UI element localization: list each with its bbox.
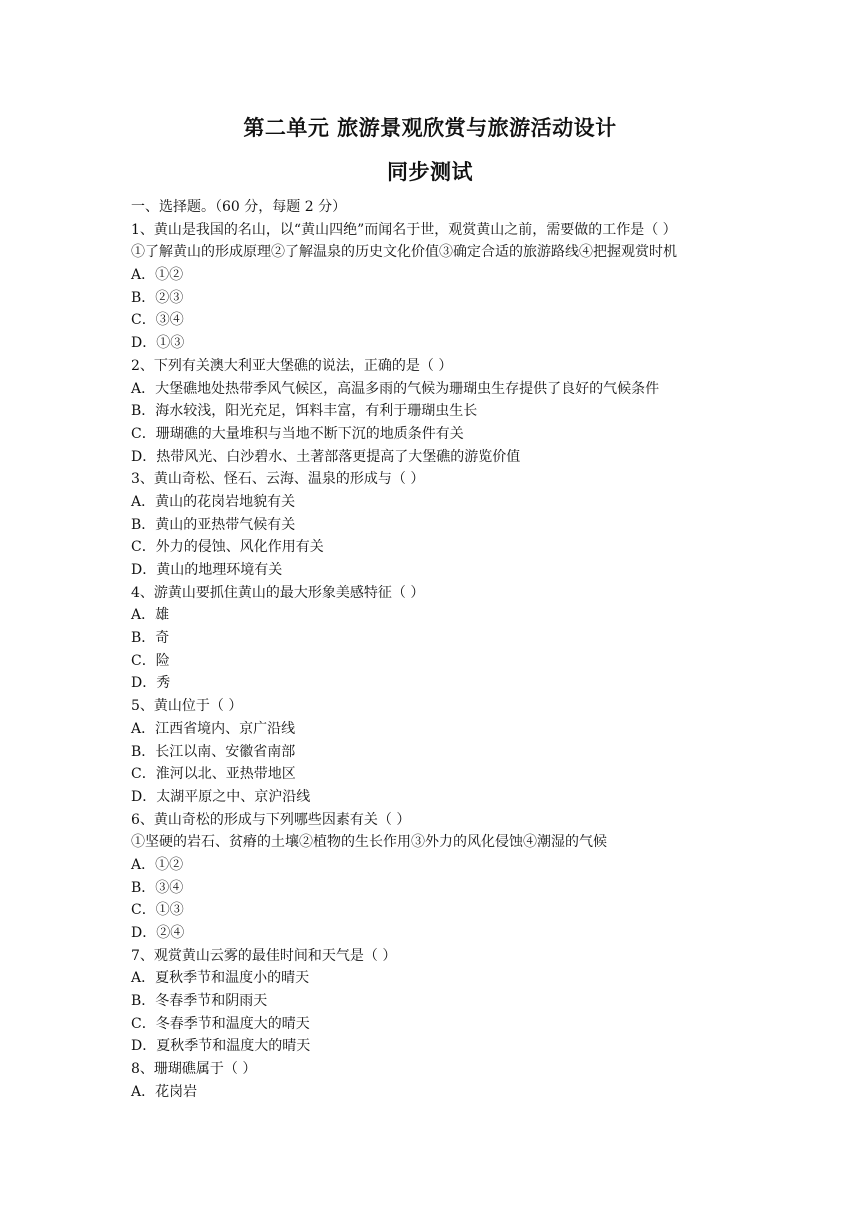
option-a: A．夏秋季节和温度小的晴天 — [131, 970, 310, 987]
option-d: D．②④ — [131, 925, 185, 941]
option-b: B．②③ — [131, 289, 184, 306]
question-block — [131, 1058, 771, 1103]
option-d: D．秀 — [131, 675, 171, 692]
option-c: C．③④ — [131, 312, 184, 329]
option-b: B．海水较浅，阳光充足，饵料丰富，有利于珊瑚虫生长 — [131, 403, 478, 420]
option-b: B．冬春季节和阴雨天 — [131, 993, 268, 1010]
option-c: C．冬春季节和温度大的晴天 — [131, 1015, 310, 1032]
option-d: D．黄山的地理环境有关 — [131, 562, 283, 578]
question-stem: 7、观赏黄山云雾的最佳时间和天气是（ ） — [131, 947, 397, 964]
question-stem: 8、珊瑚礁属于（ ） — [131, 1061, 257, 1078]
option-c: C．外力的侵蚀、风化作用有关 — [131, 539, 324, 556]
question-note: ①坚硬的岩石、贫瘠的土壤②植物的生长作用③外力的风化侵蚀④潮湿的气候 — [131, 834, 607, 851]
option-a: A．①② — [131, 856, 184, 873]
question-stem: 4、游黄山要抓住黄山的最大形象美感特征（ ） — [131, 584, 425, 601]
question-block — [131, 355, 771, 468]
option-c: C．淮河以北、亚热带地区 — [131, 766, 296, 783]
question-block — [131, 582, 771, 695]
document-subtitle: 同步测试 — [387, 160, 473, 184]
document-title: 第二单元 旅游景观欣赏与旅游活动设计 — [243, 116, 617, 140]
question-stem: 2、下列有关澳大利亚大堡礁的说法，正确的是（ ） — [131, 357, 453, 374]
option-c: C．①③ — [131, 902, 184, 919]
question-block — [131, 468, 771, 581]
document-body — [131, 196, 771, 1104]
question-note: ①了解黄山的形成原理②了解温泉的历史文化价值③确定合适的旅游路线④把握观赏时机 — [131, 244, 677, 261]
option-c: C．珊瑚礁的大量堆积与当地不断下沉的地质条件有关 — [131, 425, 464, 442]
question-block — [131, 219, 771, 355]
option-a: A．花岗岩 — [131, 1083, 198, 1100]
question-stem: 1、黄山是我国的名山，以“黄山四绝”而闻名于世，观赏黄山之前，需要做的工作是（ ） — [131, 221, 677, 238]
option-b: B．奇 — [131, 630, 170, 647]
option-a: A．①② — [131, 267, 184, 284]
option-a: A．雄 — [131, 607, 170, 624]
option-a: A．大堡礁地处热带季风气候区，高温多雨的气候为珊瑚虫生存提供了良好的气候条件 — [131, 380, 660, 397]
question-block — [131, 809, 771, 945]
section-heading: 一、选择题。（60 分，每题 2 分） — [131, 199, 347, 215]
option-d: D．热带风光、白沙碧水、土著部落更提高了大堡礁的游览价值 — [131, 448, 521, 465]
question-block — [131, 695, 771, 808]
option-b: B．黄山的亚热带气候有关 — [131, 516, 296, 533]
option-a: A．江西省境内、京广沿线 — [131, 720, 296, 737]
option-d: D．①③ — [131, 335, 185, 352]
option-a: A．黄山的花岗岩地貌有关 — [131, 493, 296, 510]
option-c: C．险 — [131, 652, 170, 669]
question-block — [131, 945, 771, 1058]
question-stem: 6、黄山奇松的形成与下列哪些因素有关（ ） — [131, 811, 411, 828]
question-stem: 5、黄山位于（ ） — [131, 698, 243, 715]
option-b: B．长江以南、安徽省南部 — [131, 743, 296, 760]
option-d: D．太湖平原之中、京沪沿线 — [131, 788, 311, 805]
question-stem: 3、黄山奇松、怪石、云海、温泉的形成与（ ） — [131, 471, 425, 488]
option-d: D．夏秋季节和温度大的晴天 — [131, 1038, 311, 1055]
option-b: B．③④ — [131, 879, 184, 896]
